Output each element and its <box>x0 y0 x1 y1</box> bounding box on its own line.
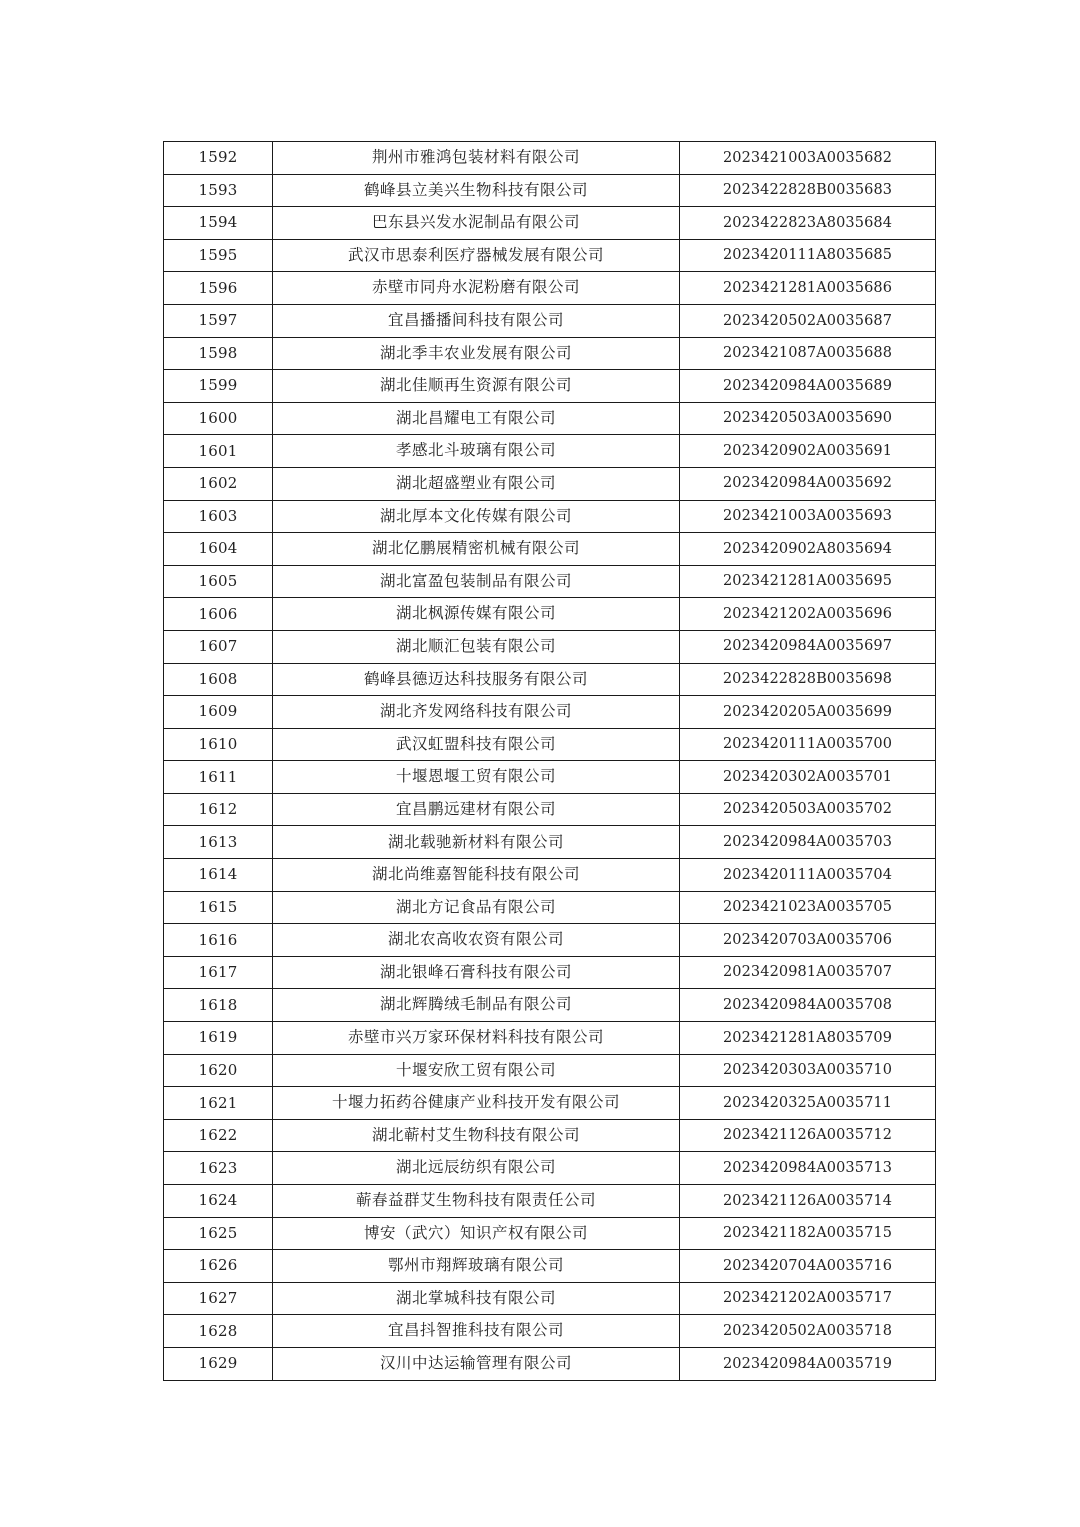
row-number-cell: 1624 <box>164 1185 273 1218</box>
registration-code-cell: 2023420984A0035708 <box>680 989 936 1022</box>
registration-code-cell: 2023420302A0035701 <box>680 761 936 794</box>
company-name-cell: 赤壁市兴万家环保材料科技有限公司 <box>273 1022 680 1055</box>
table-row <box>164 598 936 631</box>
row-number-cell: 1609 <box>164 696 273 729</box>
company-name-cell: 湖北顺汇包装有限公司 <box>273 630 680 663</box>
row-number-cell: 1619 <box>164 1022 273 1055</box>
table-row <box>164 435 936 468</box>
registration-code-cell: 2023420704A0035716 <box>680 1250 936 1283</box>
table-row <box>164 467 936 500</box>
company-name-cell: 博安（武穴）知识产权有限公司 <box>273 1217 680 1250</box>
registration-code-cell: 2023421023A0035705 <box>680 891 936 924</box>
registration-code-cell: 2023420503A0035702 <box>680 793 936 826</box>
company-name-cell: 武汉市思泰利医疗器械发展有限公司 <box>273 239 680 272</box>
company-name-cell: 湖北辉腾绒毛制品有限公司 <box>273 989 680 1022</box>
company-name-cell: 湖北超盛塑业有限公司 <box>273 467 680 500</box>
row-number-cell: 1617 <box>164 956 273 989</box>
row-number-cell: 1621 <box>164 1087 273 1120</box>
table-row <box>164 174 936 207</box>
table-row <box>164 142 936 175</box>
table-row <box>164 1282 936 1315</box>
row-number-cell: 1614 <box>164 859 273 892</box>
company-name-cell: 宜昌播播间科技有限公司 <box>273 304 680 337</box>
row-number-cell: 1615 <box>164 891 273 924</box>
table-row <box>164 728 936 761</box>
company-name-cell: 湖北季丰农业发展有限公司 <box>273 337 680 370</box>
row-number-cell: 1620 <box>164 1054 273 1087</box>
row-number-cell: 1627 <box>164 1282 273 1315</box>
company-name-cell: 湖北方记食品有限公司 <box>273 891 680 924</box>
table-row <box>164 1315 936 1348</box>
table-row <box>164 1119 936 1152</box>
row-number-cell: 1598 <box>164 337 273 370</box>
registration-code-cell: 2023420502A0035718 <box>680 1315 936 1348</box>
row-number-cell: 1599 <box>164 370 273 403</box>
table-row <box>164 565 936 598</box>
registration-code-cell: 2023420984A0035703 <box>680 826 936 859</box>
table-row <box>164 1087 936 1120</box>
registration-code-cell: 2023420984A0035713 <box>680 1152 936 1185</box>
registration-code-cell: 2023421126A0035712 <box>680 1119 936 1152</box>
row-number-cell: 1610 <box>164 728 273 761</box>
row-number-cell: 1594 <box>164 207 273 240</box>
row-number-cell: 1611 <box>164 761 273 794</box>
registration-code-cell: 2023420902A0035691 <box>680 435 936 468</box>
registration-code-cell: 2023420981A0035707 <box>680 956 936 989</box>
registration-code-cell: 2023420303A0035710 <box>680 1054 936 1087</box>
row-number-cell: 1596 <box>164 272 273 305</box>
table-row <box>164 924 936 957</box>
registration-code-cell: 2023420503A0035690 <box>680 402 936 435</box>
table-row <box>164 337 936 370</box>
registration-code-cell: 2023421202A0035696 <box>680 598 936 631</box>
company-name-cell: 湖北昌耀电工有限公司 <box>273 402 680 435</box>
company-name-cell: 荆州市雅鸿包装材料有限公司 <box>273 142 680 175</box>
row-number-cell: 1592 <box>164 142 273 175</box>
registration-code-cell: 2023420984A0035689 <box>680 370 936 403</box>
registration-code-cell: 2023422828B0035698 <box>680 663 936 696</box>
row-number-cell: 1618 <box>164 989 273 1022</box>
registration-code-cell: 2023421003A0035682 <box>680 142 936 175</box>
table-body <box>164 142 936 1381</box>
company-name-cell: 蕲春益群艾生物科技有限责任公司 <box>273 1185 680 1218</box>
table-row <box>164 663 936 696</box>
company-name-cell: 湖北掌城科技有限公司 <box>273 1282 680 1315</box>
row-number-cell: 1612 <box>164 793 273 826</box>
table-row <box>164 272 936 305</box>
registration-code-cell: 2023420111A8035685 <box>680 239 936 272</box>
company-list-table <box>163 141 936 1381</box>
table-row <box>164 630 936 663</box>
table-row <box>164 500 936 533</box>
company-name-cell: 湖北载驰新材料有限公司 <box>273 826 680 859</box>
company-list-table-container <box>163 141 935 1381</box>
company-name-cell: 湖北蕲村艾生物科技有限公司 <box>273 1119 680 1152</box>
row-number-cell: 1604 <box>164 533 273 566</box>
table-row <box>164 370 936 403</box>
table-row <box>164 696 936 729</box>
table-row <box>164 1250 936 1283</box>
row-number-cell: 1626 <box>164 1250 273 1283</box>
company-name-cell: 鹤峰县德迈达科技服务有限公司 <box>273 663 680 696</box>
company-name-cell: 孝感北斗玻璃有限公司 <box>273 435 680 468</box>
row-number-cell: 1601 <box>164 435 273 468</box>
row-number-cell: 1622 <box>164 1119 273 1152</box>
registration-code-cell: 2023422828B0035683 <box>680 174 936 207</box>
registration-code-cell: 2023422823A8035684 <box>680 207 936 240</box>
table-row <box>164 1347 936 1380</box>
row-number-cell: 1595 <box>164 239 273 272</box>
row-number-cell: 1606 <box>164 598 273 631</box>
row-number-cell: 1608 <box>164 663 273 696</box>
company-name-cell: 湖北齐发网络科技有限公司 <box>273 696 680 729</box>
table-row <box>164 304 936 337</box>
company-name-cell: 湖北厚本文化传媒有限公司 <box>273 500 680 533</box>
row-number-cell: 1600 <box>164 402 273 435</box>
table-row <box>164 1185 936 1218</box>
row-number-cell: 1628 <box>164 1315 273 1348</box>
company-name-cell: 巴东县兴发水泥制品有限公司 <box>273 207 680 240</box>
registration-code-cell: 2023421003A0035693 <box>680 500 936 533</box>
company-name-cell: 十堰力拓药谷健康产业科技开发有限公司 <box>273 1087 680 1120</box>
company-name-cell: 湖北农高收农资有限公司 <box>273 924 680 957</box>
company-name-cell: 宜昌抖智推科技有限公司 <box>273 1315 680 1348</box>
row-number-cell: 1625 <box>164 1217 273 1250</box>
company-name-cell: 十堰恩堰工贸有限公司 <box>273 761 680 794</box>
company-name-cell: 湖北远辰纺织有限公司 <box>273 1152 680 1185</box>
table-row <box>164 793 936 826</box>
registration-code-cell: 2023421281A0035695 <box>680 565 936 598</box>
table-row <box>164 1152 936 1185</box>
company-name-cell: 湖北佳顺再生资源有限公司 <box>273 370 680 403</box>
company-name-cell: 鄂州市翔辉玻璃有限公司 <box>273 1250 680 1283</box>
company-name-cell: 赤壁市同舟水泥粉磨有限公司 <box>273 272 680 305</box>
company-name-cell: 湖北尚维嘉智能科技有限公司 <box>273 859 680 892</box>
row-number-cell: 1605 <box>164 565 273 598</box>
registration-code-cell: 2023420205A0035699 <box>680 696 936 729</box>
company-name-cell: 湖北亿鹏展精密机械有限公司 <box>273 533 680 566</box>
table-row <box>164 533 936 566</box>
registration-code-cell: 2023420703A0035706 <box>680 924 936 957</box>
registration-code-cell: 2023420984A0035692 <box>680 467 936 500</box>
registration-code-cell: 2023421126A0035714 <box>680 1185 936 1218</box>
row-number-cell: 1597 <box>164 304 273 337</box>
row-number-cell: 1629 <box>164 1347 273 1380</box>
table-row <box>164 239 936 272</box>
registration-code-cell: 2023421202A0035717 <box>680 1282 936 1315</box>
registration-code-cell: 2023420902A8035694 <box>680 533 936 566</box>
row-number-cell: 1613 <box>164 826 273 859</box>
row-number-cell: 1602 <box>164 467 273 500</box>
row-number-cell: 1616 <box>164 924 273 957</box>
registration-code-cell: 2023421281A8035709 <box>680 1022 936 1055</box>
company-name-cell: 鹤峰县立美兴生物科技有限公司 <box>273 174 680 207</box>
registration-code-cell: 2023420984A0035719 <box>680 1347 936 1380</box>
registration-code-cell: 2023420502A0035687 <box>680 304 936 337</box>
row-number-cell: 1607 <box>164 630 273 663</box>
registration-code-cell: 2023421281A0035686 <box>680 272 936 305</box>
table-row <box>164 1022 936 1055</box>
registration-code-cell: 2023421182A0035715 <box>680 1217 936 1250</box>
company-name-cell: 湖北银峰石膏科技有限公司 <box>273 956 680 989</box>
row-number-cell: 1603 <box>164 500 273 533</box>
table-row <box>164 989 936 1022</box>
registration-code-cell: 2023420984A0035697 <box>680 630 936 663</box>
table-row <box>164 891 936 924</box>
company-name-cell: 宜昌鹏远建材有限公司 <box>273 793 680 826</box>
row-number-cell: 1623 <box>164 1152 273 1185</box>
table-row <box>164 1054 936 1087</box>
registration-code-cell: 2023420111A0035700 <box>680 728 936 761</box>
table-row <box>164 859 936 892</box>
company-name-cell: 湖北枫源传媒有限公司 <box>273 598 680 631</box>
table-row <box>164 826 936 859</box>
company-name-cell: 湖北富盈包装制品有限公司 <box>273 565 680 598</box>
company-name-cell: 武汉虹盟科技有限公司 <box>273 728 680 761</box>
registration-code-cell: 2023420111A0035704 <box>680 859 936 892</box>
table-row <box>164 1217 936 1250</box>
table-row <box>164 761 936 794</box>
registration-code-cell: 2023420325A0035711 <box>680 1087 936 1120</box>
registration-code-cell: 2023421087A0035688 <box>680 337 936 370</box>
row-number-cell: 1593 <box>164 174 273 207</box>
company-name-cell: 十堰安欣工贸有限公司 <box>273 1054 680 1087</box>
company-name-cell: 汉川中达运输管理有限公司 <box>273 1347 680 1380</box>
table-row <box>164 402 936 435</box>
table-row <box>164 956 936 989</box>
table-row <box>164 207 936 240</box>
